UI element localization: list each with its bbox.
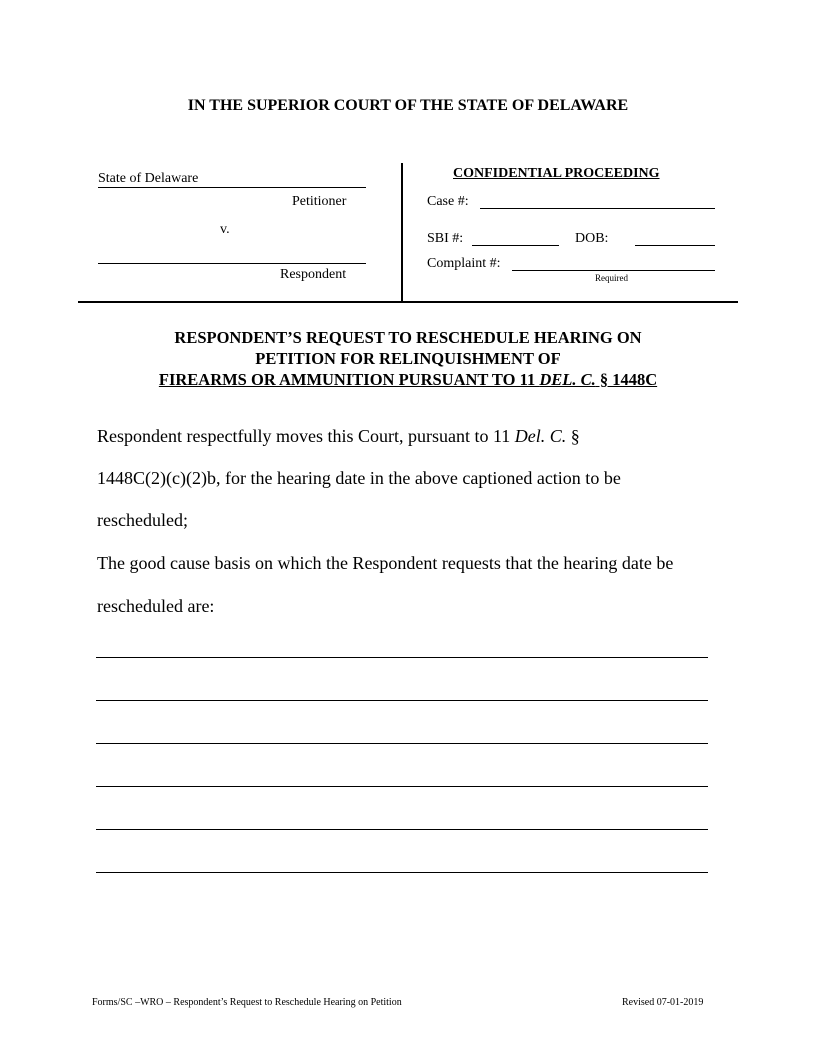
heading-line-2: PETITION FOR RELINQUISHMENT OF (255, 349, 561, 368)
sbi-label: SBI #: (427, 231, 464, 246)
caption-divider-vertical (401, 163, 403, 302)
heading-line-3 (0, 370, 816, 390)
body-citation: Del. C. (514, 426, 567, 446)
body-text: § (566, 426, 580, 446)
required-note: Required (595, 273, 628, 283)
footer-revised: Revised 07-01-2019 (622, 997, 704, 1008)
reason-line[interactable] (96, 872, 708, 873)
dob-label: DOB: (575, 231, 609, 246)
paragraph-1-line-3: rescheduled; (97, 510, 188, 530)
reason-line[interactable] (96, 743, 708, 744)
petitioner-name-field[interactable]: State of Delaware (98, 171, 366, 188)
reason-line[interactable] (96, 657, 708, 658)
paragraph-2-line-2: rescheduled are: (97, 596, 215, 616)
heading-text: FIREARMS OR AMMUNITION PURSUANT TO 11 (158, 370, 540, 389)
heading-section: § 1448C (595, 370, 658, 389)
reason-line[interactable] (96, 786, 708, 787)
reason-line[interactable] (96, 829, 708, 830)
caption-divider-horizontal (78, 301, 738, 303)
case-label: Case #: (427, 194, 469, 209)
versus-label: v. (220, 222, 230, 237)
confidential-label: CONFIDENTIAL PROCEEDING (453, 166, 660, 181)
sbi-field[interactable] (472, 229, 559, 246)
complaint-number-field[interactable] (512, 254, 715, 271)
petitioner-label: Petitioner (292, 194, 347, 209)
respondent-name-field[interactable] (98, 246, 366, 264)
footer-form-id: Forms/SC –WRO – Respondent’s Request to Reschedule Hearing on Petition (92, 997, 402, 1008)
body-text: Respondent respectfully moves this Court, pursuant to 11 (97, 426, 515, 446)
reason-line[interactable] (96, 700, 708, 701)
respondent-label: Respondent (280, 267, 347, 282)
heading-line-1: RESPONDENT’S REQUEST TO RESCHEDULE HEARING ON (174, 328, 642, 347)
complaint-label: Complaint #: (427, 256, 501, 271)
heading-citation: DEL. C. (539, 370, 596, 389)
paragraph-2-line-1: The good cause basis on which the Respondent requests that the hearing date be (97, 553, 674, 573)
paragraph-1-line-2: 1448C(2)(c)(2)b, for the hearing date in the above captioned action to be (97, 468, 621, 488)
paragraph-1-line-1 (97, 426, 580, 447)
case-number-field[interactable] (480, 192, 715, 209)
court-title: IN THE SUPERIOR COURT OF THE STATE OF DELAWARE (187, 97, 629, 114)
dob-field[interactable] (635, 229, 715, 246)
